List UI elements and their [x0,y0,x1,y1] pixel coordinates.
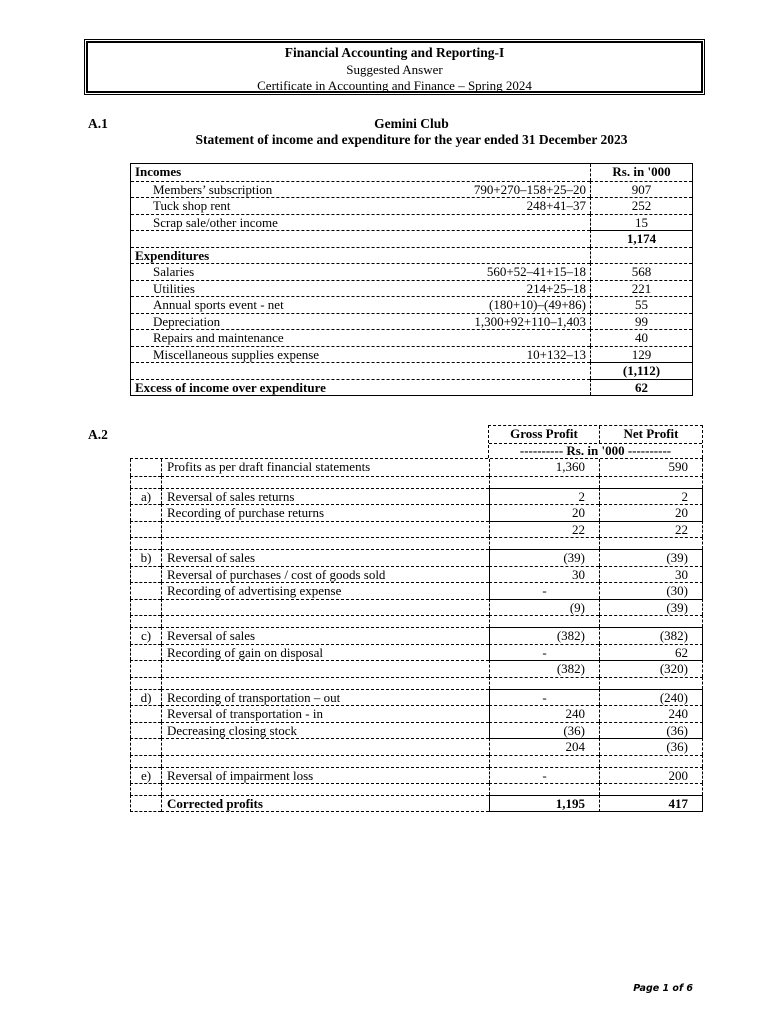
row-gross-value [489,677,599,689]
table-row [131,296,692,313]
row-value: 15 [590,214,692,231]
row-label: Reversal of transportation - in [161,705,489,722]
row-net-value [599,537,703,549]
row-gross-value [489,755,599,767]
row-label [161,738,489,755]
corrections-table [130,458,703,812]
row-label: Reversal of sales returns [161,488,489,505]
row-label [161,755,489,767]
table-row [131,313,692,330]
table-row [131,230,692,247]
table-row [130,504,703,521]
row-net-value: 417 [599,795,703,812]
row-label [161,660,489,677]
row-gross-value: (382) [489,627,599,644]
row-net-value: 20 [599,504,703,521]
row-letter [130,660,161,677]
row-label-cell [131,164,590,181]
row-value [590,247,692,264]
row-label-cell [131,263,590,280]
row-letter [130,599,161,616]
row-letter [130,459,161,476]
row-value: Rs. in '000 [590,164,692,181]
row-net-value [599,476,703,488]
exam-certificate-line: Certificate in Accounting and Finance – Spring 2024 [257,78,532,93]
row-letter [130,582,161,599]
corrections-table-header [488,425,703,458]
row-letter [130,566,161,583]
row-gross-value [489,476,599,488]
row-gross-value: (36) [489,722,599,739]
row-label [161,476,489,488]
exam-title: Financial Accounting and Reporting-I [284,45,505,60]
row-letter: d) [130,689,161,706]
table-row [131,263,692,280]
row-label: Profits as per draft financial statements [161,459,489,476]
net-profit-header: Net Profit [599,426,702,443]
row-letter [130,677,161,689]
row-label-cell [131,346,590,363]
row-net-value: 22 [599,521,703,538]
row-gross-value: - [489,582,599,599]
row-label: Recording of transportation – out [161,689,489,706]
row-gross-value: - [489,689,599,706]
row-label: Recording of gain on disposal [161,644,489,661]
row-value: 40 [590,329,692,346]
row-net-value: (36) [599,738,703,755]
row-label [161,615,489,627]
row-letter: b) [130,549,161,566]
table-row [130,615,703,627]
row-label: Scrap sale/other income [153,214,278,230]
row-net-value: 590 [599,459,703,476]
a1-subtitle: Statement of income and expenditure for the year ended 31 December 2023 [195,132,628,147]
row-gross-value: 1,195 [489,795,599,812]
row-gross-value: (382) [489,660,599,677]
row-gross-value [489,783,599,795]
row-label: Annual sports event - net [153,297,284,312]
row-net-value: (39) [599,549,703,566]
row-value: 129 [590,346,692,363]
row-label-cell [131,329,590,346]
table-row [131,362,692,379]
row-label: Reversal of purchases / cost of goods sold [161,566,489,583]
row-label: Utilities [153,280,195,296]
row-label: Incomes [135,164,182,179]
row-gross-value: 240 [489,705,599,722]
row-letter [130,644,161,661]
section-label-a2: A.2 [88,427,108,442]
exam-subtitle: Suggested Answer [346,61,443,77]
table-row [131,247,692,264]
row-value: 1,174 [590,230,692,247]
row-label-cell [131,280,590,297]
row-letter: c) [130,627,161,644]
row-gross-value: - [489,767,599,784]
row-label: Members’ subscription [153,181,273,197]
row-gross-value: 204 [489,738,599,755]
row-label-cell [131,296,590,313]
row-label: Expenditures [135,247,210,263]
table-row [131,214,692,231]
table-row [130,783,703,795]
table-row [130,660,703,677]
row-value: 55 [590,296,692,313]
row-letter: a) [130,488,161,505]
row-net-value: (39) [599,599,703,616]
units-header: ---------- Rs. in '000 ---------- [489,443,702,458]
table-row [130,582,703,599]
table-row [130,722,703,739]
row-letter [130,615,161,627]
row-value: 907 [590,181,692,198]
row-gross-value: - [489,644,599,661]
row-net-value [599,755,703,767]
row-label: Decreasing closing stock [161,722,489,739]
row-letter [130,738,161,755]
row-letter [130,705,161,722]
exam-header-box [86,41,703,93]
gross-profit-header: Gross Profit [510,426,578,441]
row-letter [130,783,161,795]
row-label [161,677,489,689]
row-working: 560+52–41+15–18 [486,264,586,279]
row-label: Recording of purchase returns [161,504,489,521]
table-row [130,488,703,505]
row-letter [130,722,161,739]
row-value: 252 [590,197,692,214]
row-net-value: (320) [599,660,703,677]
table-row [130,459,703,476]
row-net-value: (382) [599,627,703,644]
table-row [131,379,692,396]
table-row [131,164,692,181]
row-label-cell [131,230,590,247]
row-net-value: 62 [599,644,703,661]
table-row [130,566,703,583]
row-letter [130,476,161,488]
table-row [130,644,703,661]
table-row [130,738,703,755]
row-label: Reversal of sales [161,549,489,566]
row-label: Reversal of sales [161,627,489,644]
row-net-value: (240) [599,689,703,706]
table-row [131,181,692,198]
row-working: (180+10)–(49+86) [489,297,586,312]
table-row [130,795,703,812]
table-row [130,767,703,784]
row-working: 10+132–13 [526,346,586,362]
row-value: (1,112) [590,362,692,379]
income-expenditure-table [130,163,693,396]
row-gross-value: (9) [489,599,599,616]
row-label-cell [131,362,590,379]
row-letter [130,755,161,767]
row-label [161,783,489,795]
table-row [130,627,703,644]
table-row [131,197,692,214]
row-working: 248+41–37 [526,198,586,213]
row-label: Excess of income over expenditure [135,379,326,395]
row-gross-value: 1,360 [489,459,599,476]
row-label [161,537,489,549]
row-label: Depreciation [153,313,221,329]
row-working: 790+270–158+25–20 [473,181,586,197]
row-letter [130,521,161,538]
table-row [130,521,703,538]
row-net-value [599,677,703,689]
row-net-value: 200 [599,767,703,784]
row-value: 99 [590,313,692,330]
row-gross-value: 20 [489,504,599,521]
table-row [130,677,703,689]
row-gross-value: 30 [489,566,599,583]
row-gross-value: 22 [489,521,599,538]
row-label-cell [131,214,590,231]
row-net-value [599,615,703,627]
row-net-value: 2 [599,488,703,505]
section-label-a1: A.1 [88,116,108,131]
table-row [130,599,703,616]
row-label: Salaries [153,264,195,279]
row-letter [130,504,161,521]
row-letter: e) [130,767,161,784]
table-row [131,329,692,346]
row-label-cell [131,197,590,214]
table-row [130,549,703,566]
table-row [130,537,703,549]
column-headers-row [489,426,702,443]
row-label: Recording of advertising expense [161,582,489,599]
page-indicator: Page 1 of 6 [633,983,693,994]
row-label: Repairs and maintenance [153,330,284,345]
row-label [161,599,489,616]
row-gross-value [489,615,599,627]
row-gross-value [489,537,599,549]
table-row [130,689,703,706]
row-gross-value: 2 [489,488,599,505]
row-net-value: (30) [599,582,703,599]
row-gross-value: (39) [489,549,599,566]
row-net-value: (36) [599,722,703,739]
row-label: Miscellaneous supplies expense [153,346,320,362]
row-working: 214+25–18 [526,280,586,296]
row-label: Reversal of impairment loss [161,767,489,784]
row-letter [130,795,161,812]
row-label: Corrected profits [161,795,489,812]
table-row [130,476,703,488]
row-net-value: 240 [599,705,703,722]
row-working: 1,300+92+110–1,403 [474,313,586,329]
a1-title: Gemini Club [374,116,449,131]
row-label [161,521,489,538]
row-value: 221 [590,280,692,297]
row-value: 62 [590,379,692,396]
table-row [131,280,692,297]
row-label: Tuck shop rent [153,198,231,213]
row-net-value [599,783,703,795]
table-row [131,346,692,363]
row-value: 568 [590,263,692,280]
table-row [130,755,703,767]
row-net-value: 30 [599,566,703,583]
row-label-cell [131,313,590,330]
table-row [130,705,703,722]
row-label-cell [131,379,590,396]
row-label-cell [131,181,590,198]
row-letter [130,537,161,549]
row-label-cell [131,247,590,264]
